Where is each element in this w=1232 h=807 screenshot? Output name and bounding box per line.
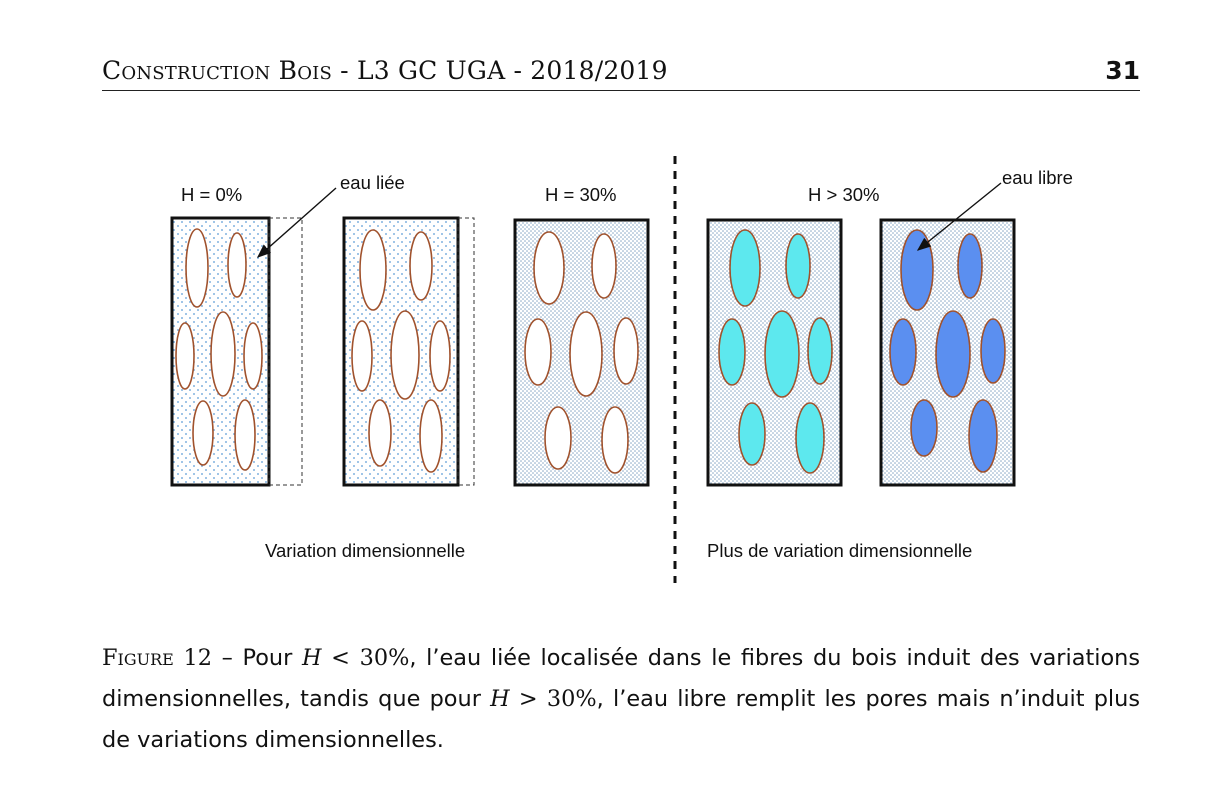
- label-free-water: eau libre: [1002, 167, 1073, 188]
- wood-fiber: [211, 312, 235, 396]
- wood-fiber: [228, 233, 246, 297]
- wood-fiber: [186, 229, 208, 307]
- filled-fiber: [765, 311, 799, 397]
- filled-fiber: [981, 319, 1005, 383]
- swelling-outline: [269, 218, 302, 485]
- wood-fiber: [525, 319, 551, 385]
- label-right-caption: Plus de variation dimensionnelle: [707, 540, 973, 561]
- wood-fiber: [602, 407, 628, 473]
- math-h-2: H: [490, 686, 510, 712]
- wood-fiber: [360, 230, 386, 310]
- figure-caption: [102, 638, 1140, 761]
- wood-fiber: [352, 321, 372, 391]
- math-gt: >: [509, 686, 547, 712]
- filled-fiber: [890, 319, 916, 385]
- label-h0: H = 0%: [181, 184, 243, 205]
- panel-bound-water: [344, 218, 474, 485]
- label-left-caption: Variation dimensionnelle: [265, 540, 466, 561]
- wood-fiber: [534, 232, 564, 304]
- figure-label: Figure 12: [102, 645, 212, 671]
- caption-text-3: , l’eau libre remplit les pores mais n’induit plus de variations dimensionnelles.: [102, 686, 1141, 753]
- filled-fiber: [911, 400, 937, 456]
- caption-text-1: Pour: [242, 645, 302, 671]
- label-h-gt-30: H > 30%: [808, 184, 880, 205]
- wood-fiber: [235, 400, 255, 470]
- panel-saturation-point: [515, 220, 648, 485]
- swelling-outline: [458, 218, 474, 485]
- filled-fiber: [719, 319, 745, 385]
- wood-fiber: [614, 318, 638, 384]
- caption-text-2: , l’eau liée localisée dans le fibres du bois induit des variations dimensionnelles, tandis que pour: [102, 645, 1140, 712]
- filled-fiber: [808, 318, 832, 384]
- wood-fiber: [176, 323, 194, 389]
- wood-fiber: [592, 234, 616, 298]
- filled-fiber: [969, 400, 997, 472]
- running-title: Construction Bois - L3 GC UGA - 2018/2019: [102, 56, 668, 85]
- wood-fiber: [391, 311, 419, 399]
- math-lt: <: [321, 645, 360, 671]
- filled-fiber: [786, 234, 810, 298]
- wood-fiber: [420, 400, 442, 472]
- filled-fiber: [958, 234, 982, 298]
- math-30pct: 30%: [359, 645, 410, 671]
- wood-fiber: [410, 232, 432, 300]
- wood-fiber: [430, 321, 450, 391]
- filled-fiber: [796, 403, 824, 473]
- math-30pct-2: 30%: [546, 686, 597, 712]
- label-h30: H = 30%: [545, 184, 617, 205]
- panel-free-water-blue: [881, 220, 1014, 485]
- filled-fiber: [739, 403, 765, 465]
- panel-dry-wood: [172, 218, 302, 485]
- wood-fiber: [369, 400, 391, 466]
- panel-free-water-cyan: [708, 220, 841, 485]
- filled-fiber: [730, 230, 760, 306]
- page-number: 31: [1105, 56, 1140, 85]
- wood-fiber: [570, 312, 602, 396]
- wood-fiber: [244, 323, 262, 389]
- filled-fiber: [936, 311, 970, 397]
- label-bound-water: eau liée: [340, 172, 405, 193]
- wood-fiber: [193, 401, 213, 465]
- caption-dash: –: [212, 645, 243, 671]
- math-h: H: [301, 645, 322, 671]
- wood-fiber: [545, 407, 571, 469]
